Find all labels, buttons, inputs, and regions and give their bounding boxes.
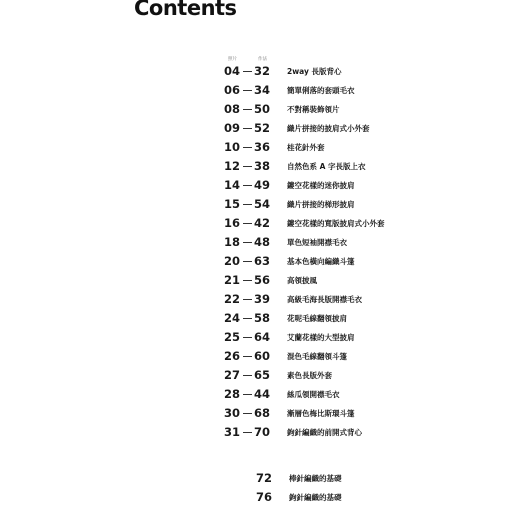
photo-page-number: 06 <box>224 83 241 97</box>
photo-page-number: 21 <box>224 273 241 287</box>
method-page-number: 42 <box>254 216 271 230</box>
entry-title: 織片拼接的梯形披肩 <box>287 200 355 209</box>
toc-entry[interactable] <box>0 405 520 424</box>
method-page-number: 34 <box>254 83 271 97</box>
method-page-number: 54 <box>254 197 271 211</box>
page-number: 76 <box>256 490 273 504</box>
photo-page-number: 08 <box>224 102 241 116</box>
photo-page-number: 25 <box>224 330 241 344</box>
toc-entry[interactable] <box>0 139 520 158</box>
dash-separator <box>243 337 252 338</box>
toc-entry[interactable] <box>0 291 520 310</box>
method-page-number: 70 <box>254 425 271 439</box>
method-page-number: 49 <box>254 178 271 192</box>
dash-separator <box>243 109 252 110</box>
method-page-number: 52 <box>254 121 271 135</box>
method-page-number: 36 <box>254 140 271 154</box>
entry-title: 高級毛海長版開襟毛衣 <box>287 295 362 304</box>
entry-title: 鏤空花樣的迷你披肩 <box>287 181 355 190</box>
toc-entry[interactable] <box>0 234 520 253</box>
entry-title: 素色長版外套 <box>287 371 332 380</box>
dash-separator <box>243 356 252 357</box>
photo-page-number: 15 <box>224 197 241 211</box>
dash-separator <box>243 242 252 243</box>
toc-entry[interactable] <box>0 101 520 120</box>
photo-page-number: 20 <box>224 254 241 268</box>
method-page-number: 38 <box>254 159 271 173</box>
method-page-number: 68 <box>254 406 271 420</box>
entry-title: 不對稱裝飾領片 <box>287 105 340 114</box>
dash-separator <box>243 280 252 281</box>
page-number: 72 <box>256 471 273 485</box>
column-header-photo: 照片 <box>228 57 237 62</box>
entry-title: 花呢毛線翻領披肩 <box>287 314 347 323</box>
toc-entry[interactable] <box>0 215 520 234</box>
method-page-number: 48 <box>254 235 271 249</box>
photo-page-number: 26 <box>224 349 241 363</box>
dash-separator <box>243 413 252 414</box>
entry-title: 艾蘭花樣的大型披肩 <box>287 333 355 342</box>
toc-entry[interactable] <box>0 310 520 329</box>
photo-page-number: 24 <box>224 311 241 325</box>
method-page-number: 63 <box>254 254 271 268</box>
photo-page-number: 10 <box>224 140 241 154</box>
photo-page-number: 27 <box>224 368 241 382</box>
toc-entry[interactable] <box>0 82 520 101</box>
entry-title: 織片拼接的披肩式小外套 <box>287 124 370 133</box>
method-page-number: 64 <box>254 330 271 344</box>
method-page-number: 56 <box>254 273 271 287</box>
toc-entry[interactable] <box>0 196 520 215</box>
toc-extra-entry[interactable] <box>0 470 520 489</box>
entry-title: 高領披風 <box>287 276 317 285</box>
toc-entry[interactable] <box>0 177 520 196</box>
toc-entry[interactable] <box>0 272 520 291</box>
photo-page-number: 09 <box>224 121 241 135</box>
photo-page-number: 31 <box>224 425 241 439</box>
entry-title: 單色短袖開襟毛衣 <box>287 238 347 247</box>
method-page-number: 44 <box>254 387 271 401</box>
toc-entry[interactable] <box>0 348 520 367</box>
photo-page-number: 04 <box>224 64 241 78</box>
dash-separator <box>243 166 252 167</box>
method-page-number: 60 <box>254 349 271 363</box>
toc-entry[interactable] <box>0 329 520 348</box>
photo-page-number: 12 <box>224 159 241 173</box>
dash-separator <box>243 318 252 319</box>
dash-separator <box>243 128 252 129</box>
toc-extra-entry[interactable] <box>0 489 520 508</box>
entry-title: 桂花針外套 <box>287 143 325 152</box>
entry-title: 棒針編織的基礎 <box>289 474 342 483</box>
dash-separator <box>243 204 252 205</box>
entry-title: 混色毛線翻領斗篷 <box>287 352 347 361</box>
toc-entry[interactable] <box>0 253 520 272</box>
entry-title: 自然色系 A 字長版上衣 <box>287 162 366 171</box>
photo-page-number: 16 <box>224 216 241 230</box>
dash-separator <box>243 432 252 433</box>
page-title: Contents <box>134 0 237 20</box>
dash-separator <box>243 71 252 72</box>
toc-entry[interactable] <box>0 386 520 405</box>
photo-page-number: 22 <box>224 292 241 306</box>
method-page-number: 65 <box>254 368 271 382</box>
entry-title: 漸層色梅比斯環斗篷 <box>287 409 355 418</box>
toc-entry[interactable] <box>0 120 520 139</box>
toc-entry[interactable] <box>0 367 520 386</box>
entry-title: 2way 長版背心 <box>287 67 342 76</box>
dash-separator <box>243 375 252 376</box>
dash-separator <box>243 90 252 91</box>
photo-page-number: 30 <box>224 406 241 420</box>
dash-separator <box>243 185 252 186</box>
photo-page-number: 18 <box>224 235 241 249</box>
column-header-method: 作法 <box>258 57 267 62</box>
dash-separator <box>243 261 252 262</box>
entry-title: 簡單俐落的套頭毛衣 <box>287 86 355 95</box>
method-page-number: 39 <box>254 292 271 306</box>
dash-separator <box>243 147 252 148</box>
entry-title: 鏤空花樣的寬版披肩式小外套 <box>287 219 385 228</box>
dash-separator <box>243 299 252 300</box>
toc-entry[interactable] <box>0 424 520 443</box>
entry-title: 絲瓜領開襟毛衣 <box>287 390 340 399</box>
toc-entry[interactable] <box>0 158 520 177</box>
toc-entry[interactable] <box>0 63 520 82</box>
entry-title: 鉤針編織的基礎 <box>289 493 342 502</box>
entry-title: 鉤針編織的前開式背心 <box>287 428 362 437</box>
method-page-number: 32 <box>254 64 271 78</box>
method-page-number: 50 <box>254 102 271 116</box>
dash-separator <box>243 394 252 395</box>
photo-page-number: 14 <box>224 178 241 192</box>
method-page-number: 58 <box>254 311 271 325</box>
dash-separator <box>243 223 252 224</box>
entry-title: 基本色橫向編織斗篷 <box>287 257 355 266</box>
photo-page-number: 28 <box>224 387 241 401</box>
